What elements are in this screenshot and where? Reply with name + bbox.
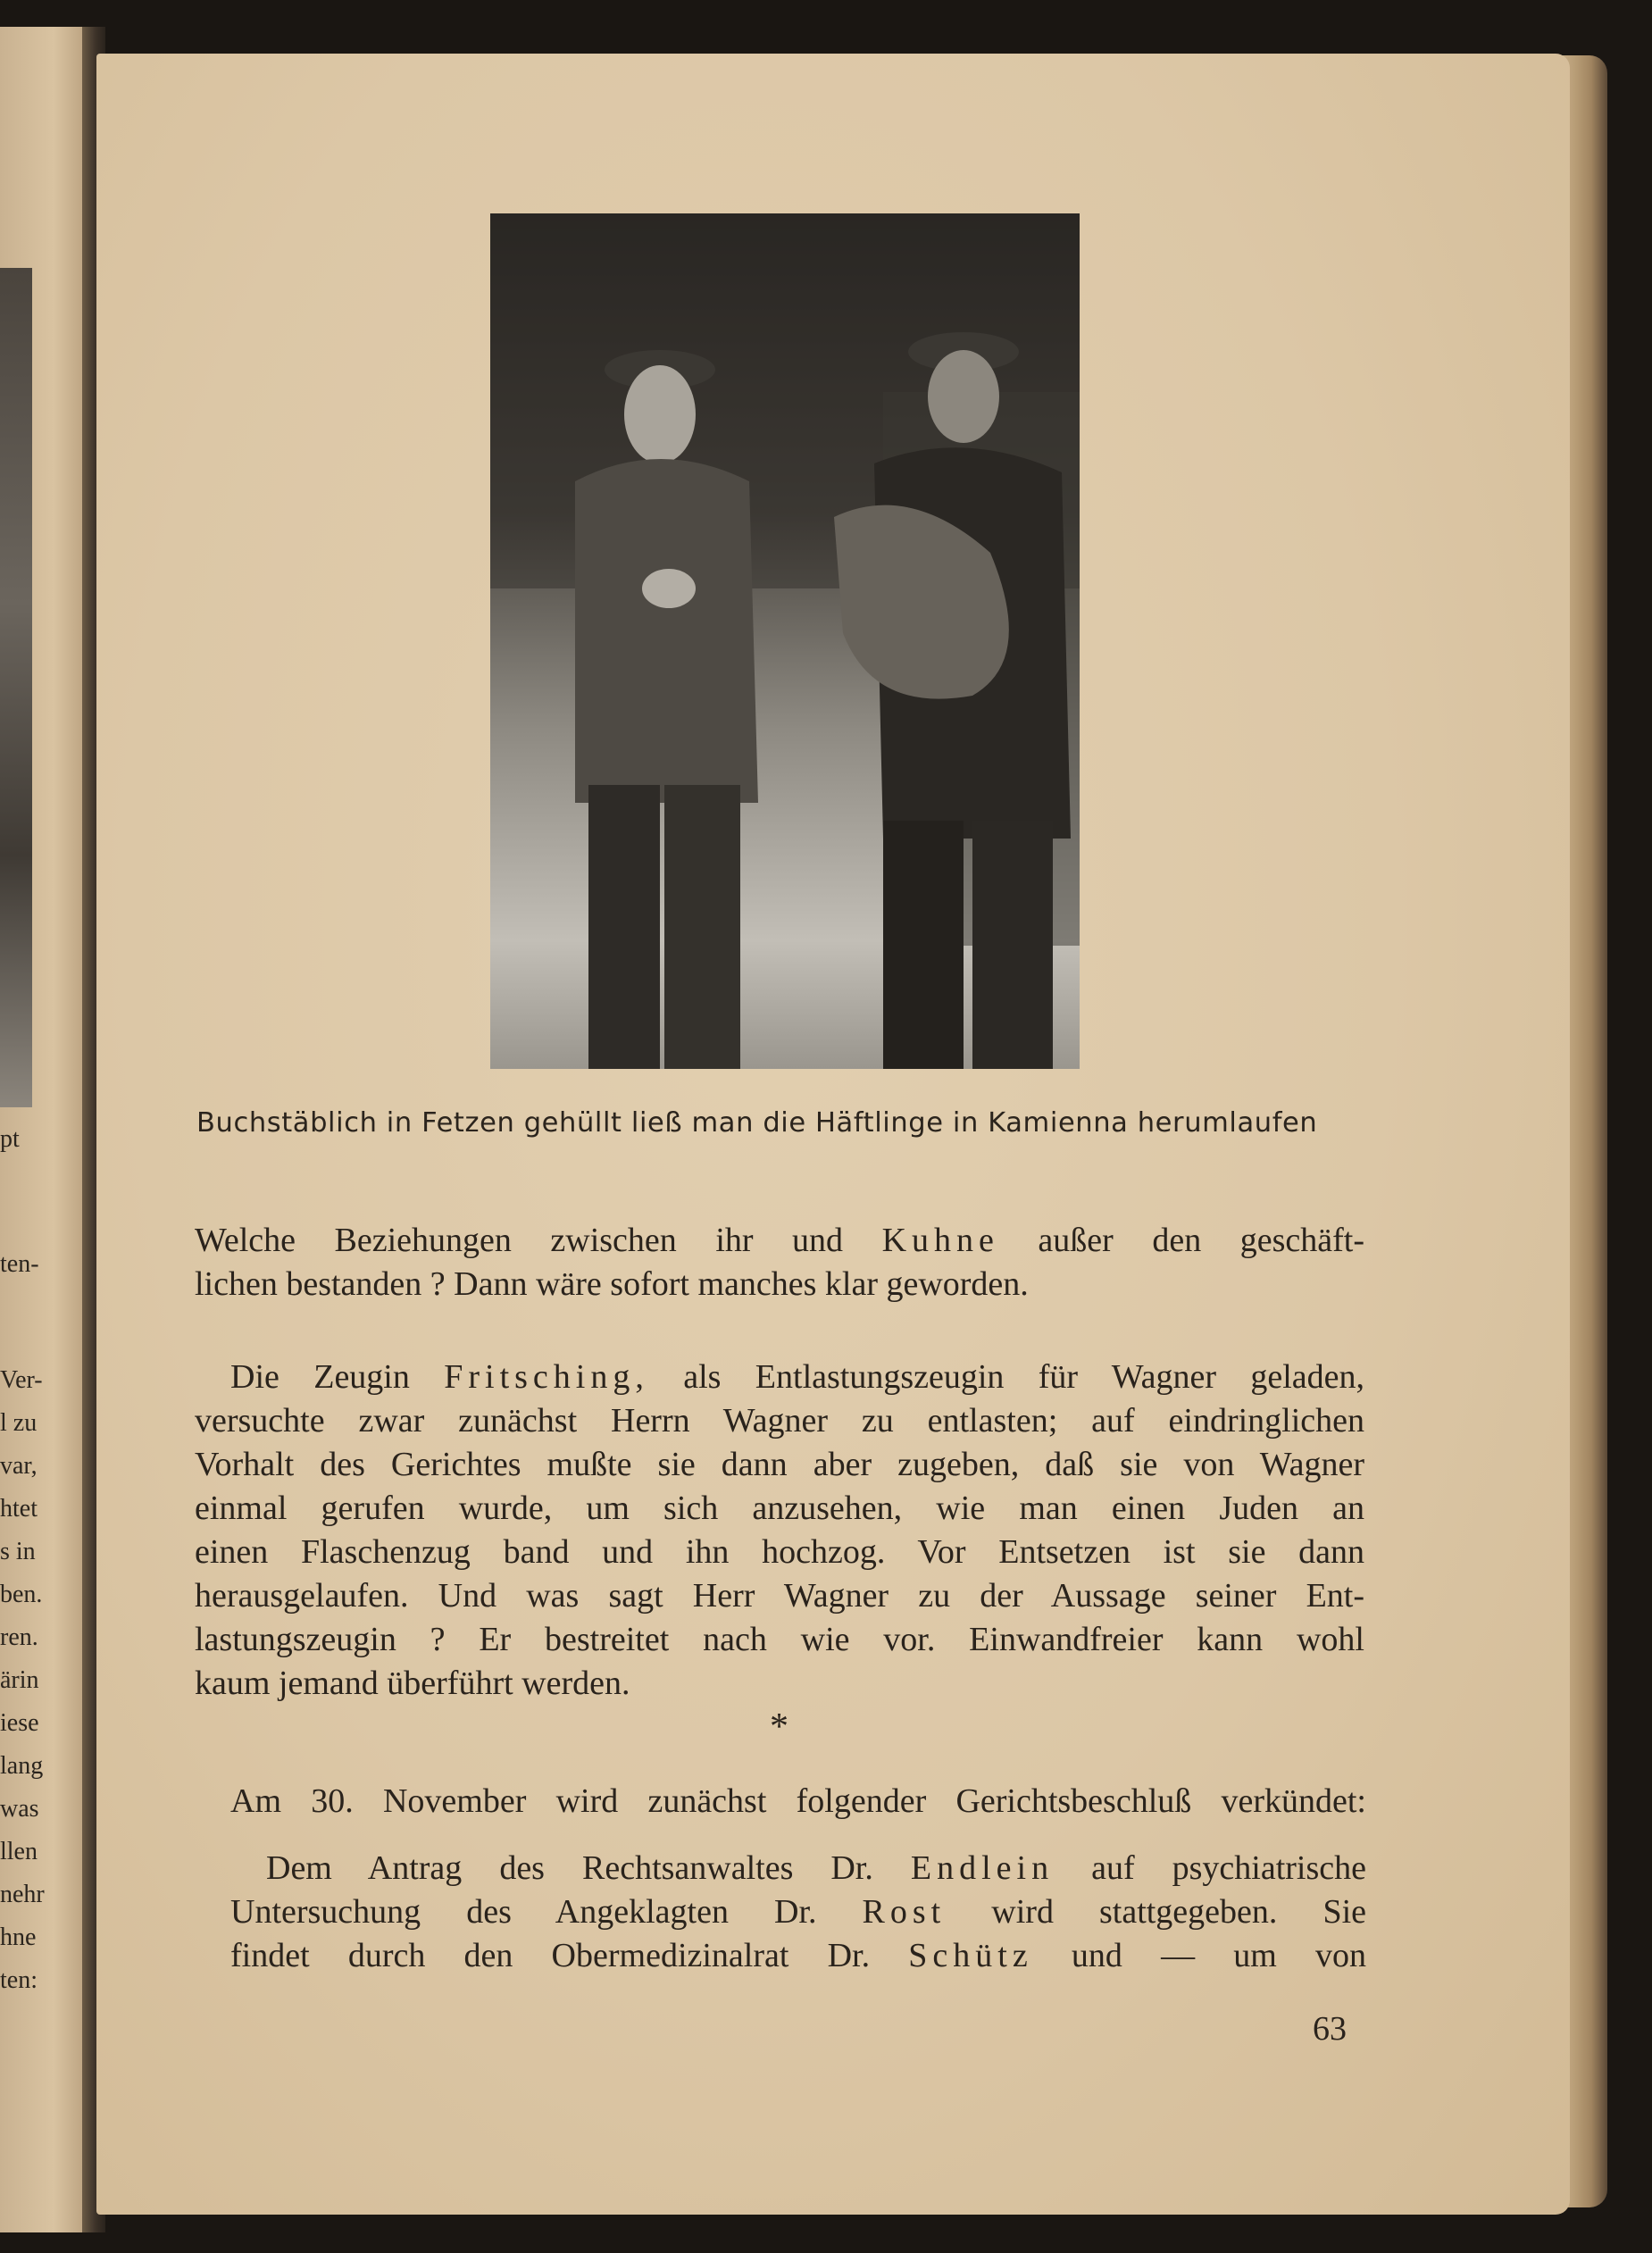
- paragraph-2-line: einen Flaschenzug band und ihn hochzog. Vor Entsetzen ist sie dann: [195, 1533, 1364, 1571]
- paragraph-2-line: kaum jemand überführt werden.: [195, 1665, 630, 1702]
- text-run: wird stattgegeben. Sie: [946, 1893, 1367, 1931]
- left-page-text-fragment: htet: [0, 1495, 38, 1523]
- paragraph-3: [230, 1780, 1366, 1823]
- name-rost: Rost: [862, 1893, 947, 1931]
- left-page-text-fragment: ten:: [0, 1966, 38, 1994]
- text-run: auf psychiatrische: [1054, 1849, 1367, 1887]
- section-separator: *: [770, 1706, 788, 1748]
- paragraph-1-line-2: lichen bestanden ? Dann wäre sofort manches klar geworden.: [195, 1265, 1029, 1303]
- paragraph-2: [195, 1356, 1364, 1706]
- name-schuetz: Schütz: [908, 1937, 1033, 1974]
- left-page-text-fragment: nehr: [0, 1881, 45, 1908]
- paragraph-2-line: einmal gerufen wurde, um sich anzusehen, wie man einen Juden an: [195, 1489, 1364, 1527]
- photo-illustration: [490, 213, 1080, 1069]
- left-page-text-fragment: ärin: [0, 1666, 39, 1694]
- photograph-two-prisoners: [490, 213, 1080, 1069]
- left-page-text-fragment: was: [0, 1795, 39, 1823]
- left-page-text-fragment: pt: [0, 1125, 20, 1153]
- paragraph-3-line: Am 30. November wird zunächst folgender Gerichtsbeschluß verkündet:: [230, 1782, 1366, 1820]
- text-run: Die Zeugin: [230, 1358, 445, 1396]
- paragraph-4-line-3: [230, 1934, 1366, 1978]
- paragraph-1-line-1: [195, 1219, 1364, 1263]
- left-page-text-fragment: ten-: [0, 1250, 39, 1278]
- paragraph-2-line-1: [195, 1356, 1364, 1399]
- paragraph-2-line: lastungszeugin ? Er bestreitet nach wie vor. Einwandfreier kann wohl: [195, 1621, 1364, 1658]
- left-page-edge: [0, 27, 89, 2232]
- left-page-text-fragment: hne: [0, 1923, 37, 1951]
- left-page-photo-fragment: [0, 268, 32, 1107]
- name-fritsching: Fritsching,: [444, 1358, 649, 1396]
- left-page-text-fragment: ben.: [0, 1581, 43, 1608]
- left-page-text-fragment: Ver-: [0, 1366, 43, 1394]
- paragraph-4: [230, 1847, 1366, 1978]
- paragraph-2-line: herausgelaufen. Und was sagt Herr Wagner zu der Aussage seiner Ent-: [195, 1577, 1364, 1615]
- text-run: Dem Antrag des Rechtsanwaltes Dr.: [266, 1849, 911, 1887]
- photo-caption: Buchstäblich in Fetzen gehüllt ließ man die Häftlinge in Kamienna herumlaufen: [196, 1107, 1318, 1139]
- left-page-text-fragment: l zu: [0, 1409, 38, 1437]
- text-run: außer den geschäft-: [998, 1222, 1364, 1259]
- name-endlein: Endlein: [910, 1849, 1055, 1887]
- left-page-text-fragment: ren.: [0, 1623, 38, 1651]
- text-run: Untersuchung des Angeklagten Dr.: [230, 1893, 863, 1931]
- left-page-text-fragment: var,: [0, 1452, 38, 1480]
- paragraph-2-line: Vorhalt des Gerichtes mußte sie dann aber zugeben, daß sie von Wagner: [195, 1446, 1364, 1483]
- paragraph-1: [195, 1219, 1364, 1306]
- text-run: als Entlastungszeugin für Wagner geladen,: [648, 1358, 1364, 1396]
- text-run: Welche Beziehungen zwischen ihr und: [195, 1222, 882, 1259]
- text-run: findet durch den Obermedizinalrat Dr.: [230, 1937, 909, 1974]
- left-page-text-fragment: lang: [0, 1752, 44, 1780]
- paragraph-4-line-1: [230, 1847, 1366, 1890]
- left-page-text-fragment: iese: [0, 1709, 39, 1737]
- page-number: 63: [1313, 2010, 1347, 2048]
- text-run: und — um von: [1032, 1937, 1366, 1974]
- left-page-text-fragment: s in: [0, 1538, 36, 1565]
- paragraph-4-line-2: [230, 1890, 1366, 1934]
- name-kuhne: Kuhne: [881, 1222, 999, 1259]
- paragraph-2-line: versuchte zwar zunächst Herrn Wagner zu entlasten; auf eindringlichen: [195, 1402, 1364, 1439]
- left-page-text-fragment: llen: [0, 1838, 38, 1865]
